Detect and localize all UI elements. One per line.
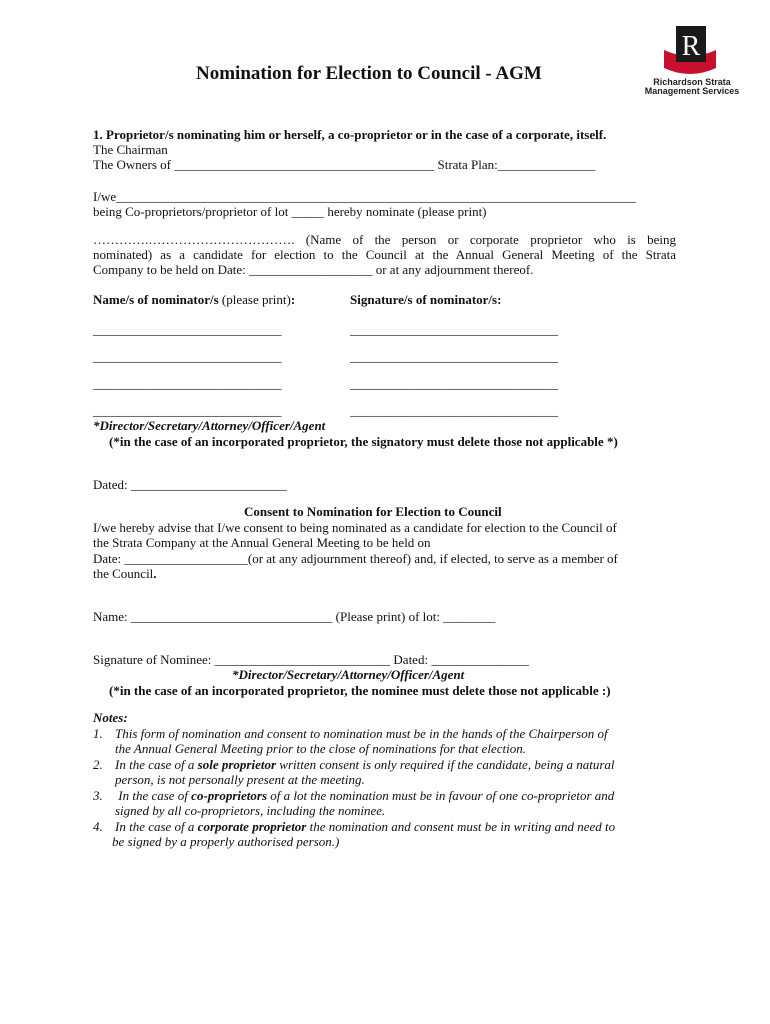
- notes-heading: Notes:: [93, 710, 128, 725]
- nominator-name-line-1[interactable]: _____________________________: [93, 322, 282, 337]
- owners-field[interactable]: The Owners of ________________________________________ Strata Plan:_______________: [93, 157, 596, 172]
- nominator-role-line: *Director/Secretary/Attorney/Officer/Agent: [93, 418, 326, 433]
- note-4-cont: be signed by a properly authorised person.): [112, 834, 340, 849]
- note-4-post: the nomination and consent must be in writing and need to: [306, 819, 616, 834]
- note-3-number: 3.: [93, 788, 103, 803]
- logo-name-line2: Management Services: [644, 86, 740, 96]
- nominee-paragraph-line3[interactable]: Company to be held on Date: ___________________ or at any adjournment thereof.: [93, 262, 534, 277]
- note-4-bold: corporate proprietor: [197, 819, 307, 834]
- note-4-number: 4.: [93, 819, 103, 834]
- nominee-signature-field[interactable]: Signature of Nominee: ___________________________ Dated: _______________: [93, 652, 529, 667]
- note-2-pre: In the case of a: [115, 757, 198, 772]
- nominator-signature-line-1[interactable]: ________________________________: [350, 322, 558, 337]
- dated-field[interactable]: Dated: ________________________: [93, 477, 287, 492]
- nominee-role-line: *Director/Secretary/Attorney/Officer/Agent: [232, 667, 465, 682]
- note-4: [93, 819, 615, 835]
- note-3: [93, 788, 614, 804]
- consent-heading: Consent to Nomination for Election to Council: [244, 504, 502, 519]
- nominator-names-label: [93, 292, 295, 308]
- page-title: Nomination for Election to Council - AGM: [196, 63, 542, 84]
- note-1: [93, 726, 608, 742]
- note-4-pre: In the case of a: [115, 819, 198, 834]
- nominator-name-line-3[interactable]: _____________________________: [93, 376, 282, 391]
- note-3-bold: co-proprietors: [191, 788, 268, 803]
- note-3-pre: In the case of: [115, 788, 192, 803]
- chairman-line: The Chairman: [93, 142, 168, 157]
- company-logo: [640, 20, 744, 98]
- lot-field[interactable]: being Co-proprietors/proprietor of lot _____ hereby nominate (please print): [93, 204, 487, 219]
- nominator-names-label-colon: :: [290, 292, 296, 307]
- nominee-paragraph-line2: nominated) as a candidate for election to the Council at the Annual General Meeting of the Strata: [93, 247, 676, 262]
- note-1-text: This form of nomination and consent to nomination must be in the hands of the Chairperson of: [115, 726, 608, 741]
- consent-date-field[interactable]: Date: ___________________(or at any adjournment thereof) and, if elected, to serve as a member of: [93, 551, 618, 566]
- nominator-delete-note: (*in the case of an incorporated proprietor, the signatory must delete those not applicable *): [109, 434, 618, 449]
- nominee-delete-note: (*in the case of an incorporated proprietor, the nominee must delete those not applicable :): [109, 683, 611, 698]
- section1-heading: 1. Proprietor/s nominating him or herself, a co-proprietor or in the case of a corporate, itself.: [93, 127, 607, 142]
- note-2-bold: sole proprietor: [197, 757, 277, 772]
- note-1-number: 1.: [93, 726, 103, 741]
- nominator-signature-line-2[interactable]: ________________________________: [350, 349, 558, 364]
- nominator-names-label-normal: (please print): [218, 292, 291, 307]
- note-1-cont: the Annual General Meeting prior to the close of nominations for that election.: [115, 741, 527, 756]
- nominator-name-line-2[interactable]: _____________________________: [93, 349, 282, 364]
- nominator-name-line-4[interactable]: _____________________________: [93, 403, 282, 418]
- note-3-cont: signed by all co-proprietors, including the nominee.: [115, 803, 386, 818]
- consent-line4: [93, 566, 157, 582]
- nominator-signature-line-3[interactable]: ________________________________: [350, 376, 558, 391]
- consent-line1: I/we hereby advise that I/we consent to being nominated as a candidate for election to the Council of: [93, 520, 617, 535]
- note-2-number: 2.: [93, 757, 103, 772]
- logo-letter: R: [681, 31, 701, 62]
- consent-line2: the Strata Company at the Annual General Meeting to be held on: [93, 535, 431, 550]
- nominator-signature-line-4[interactable]: ________________________________: [350, 403, 558, 418]
- consent-line4-dot: .: [153, 566, 157, 581]
- logo-mark: [640, 20, 744, 80]
- note-2: [93, 757, 615, 773]
- nominee-paragraph-line1[interactable]: ………….……………………………. (Name of the person or corporate proprietor who is being: [93, 232, 676, 247]
- nominator-signatures-label: Signature/s of nominator/s:: [350, 292, 502, 307]
- note-2-post: written consent is only required if the candidate, being a natural: [276, 757, 615, 772]
- iwe-field[interactable]: I/we________________________________________________________________________________: [93, 189, 637, 204]
- nominator-names-label-bold: Name/s of nominator/s: [93, 292, 219, 307]
- logo-name-line1: Richardson Strata: [653, 77, 731, 87]
- note-3-post: of a lot the nomination must be in favour of one co-proprietor and: [267, 788, 615, 803]
- consent-line4-text: the Council: [93, 566, 154, 581]
- nominee-name-field[interactable]: Name: _______________________________ (Please print) of lot: ________: [93, 609, 496, 624]
- note-2-cont: person, is not personally present at the meeting.: [115, 772, 365, 787]
